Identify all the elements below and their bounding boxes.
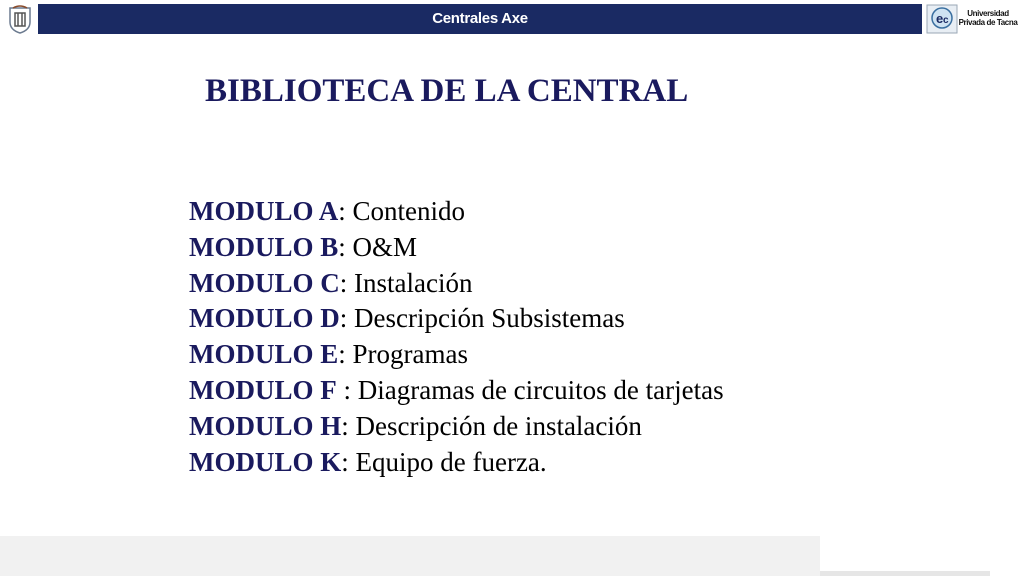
module-key: MODULO K — [189, 446, 342, 477]
module-description: : Contenido — [338, 196, 466, 226]
university-shield-logo-icon — [7, 4, 33, 34]
e-learning-logo-icon — [926, 4, 958, 34]
module-item — [189, 337, 724, 373]
footer-band — [0, 536, 820, 576]
module-description: : Instalación — [339, 267, 473, 298]
module-description: : O&M — [338, 231, 418, 262]
module-key: MODULO A — [189, 196, 339, 226]
module-key: MODULO E — [189, 339, 339, 370]
module-description: : Descripción Subsistemas — [339, 303, 625, 334]
svg-text:c: c — [943, 15, 949, 26]
module-description: : Equipo de fuerza. — [341, 446, 547, 477]
module-description: : Descripción de instalación — [341, 410, 642, 441]
slide-title: BIBLIOTECA DE LA CENTRAL — [205, 73, 689, 109]
module-key: MODULO C — [189, 267, 340, 298]
module-list — [189, 194, 724, 480]
module-item — [189, 409, 724, 445]
presentation-title: Centrales Axe — [432, 10, 528, 27]
module-key: MODULO H — [189, 410, 342, 441]
module-item — [189, 194, 724, 230]
module-item — [189, 266, 724, 302]
module-key: MODULO B — [189, 231, 339, 262]
module-item — [189, 445, 724, 481]
university-name-line2: Privada de Tacna — [958, 18, 1018, 27]
module-description: : Diagramas de circuitos de tarjetas — [336, 374, 724, 405]
module-item — [189, 301, 724, 337]
module-item — [189, 373, 724, 409]
module-key: MODULO F — [189, 374, 337, 405]
svg-text:e: e — [936, 11, 944, 26]
header-bar — [38, 4, 922, 34]
module-item — [189, 230, 724, 266]
university-name-line1: Universidad — [967, 9, 1009, 18]
module-description: : Programas — [338, 339, 468, 370]
university-name — [958, 9, 1018, 27]
footer-band-right — [820, 571, 990, 576]
module-key: MODULO D — [189, 303, 340, 334]
